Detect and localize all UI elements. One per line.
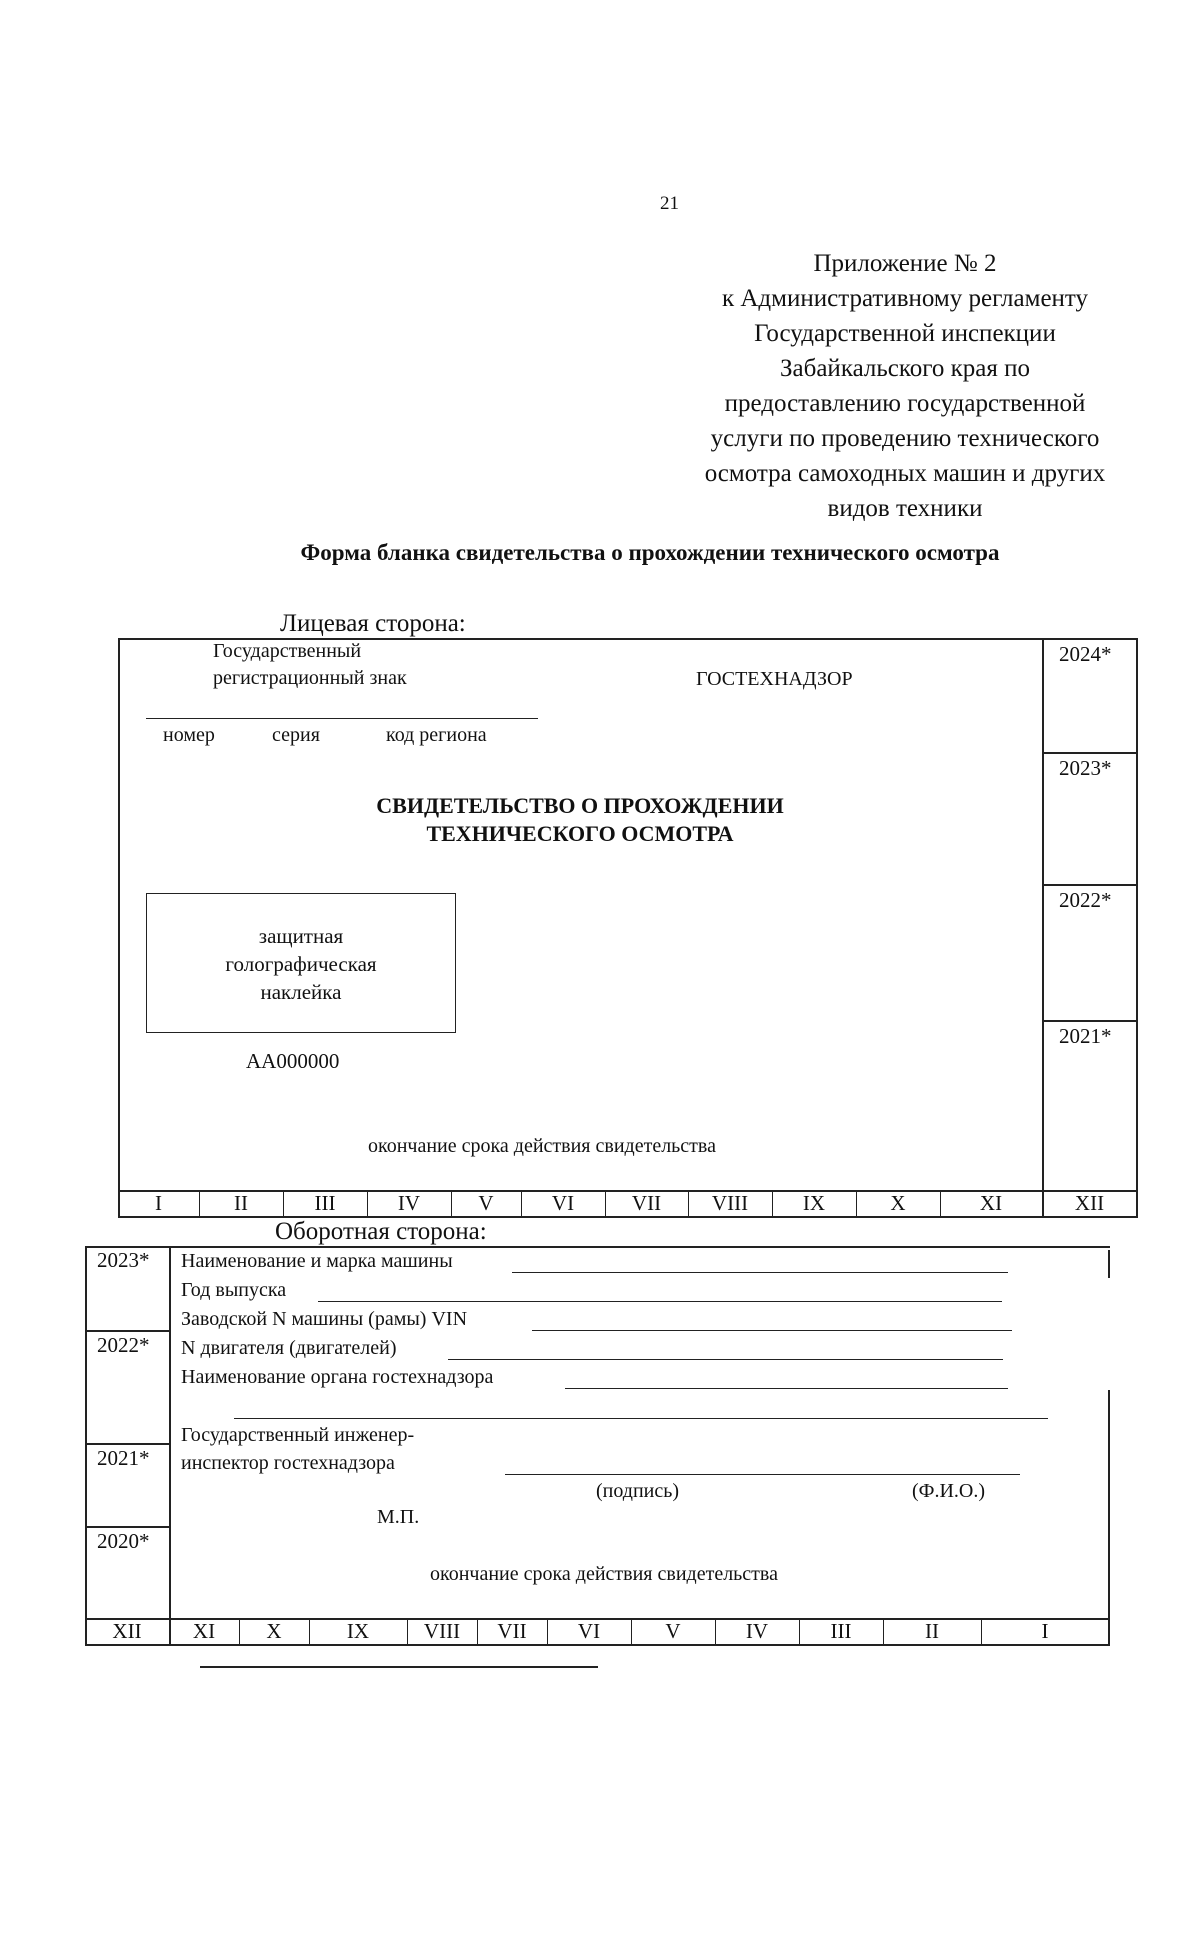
stamp-place: М.П. <box>377 1506 420 1528</box>
back-year-column-border <box>169 1246 171 1646</box>
certificate-title-line: ТЕХНИЧЕСКОГО ОСМОТРА <box>426 821 734 846</box>
field-caption-region: код региона <box>386 724 487 746</box>
back-year-cell: 2021* <box>97 1446 150 1470</box>
back-month-cell: VII <box>497 1619 527 1643</box>
appendix-line: видов техники <box>827 495 983 522</box>
front-month-cell: VIII <box>711 1191 749 1215</box>
back-year-cell: 2020* <box>97 1529 150 1553</box>
field-label-authority: Наименование органа гостехнадзора <box>181 1366 494 1388</box>
back-side-label: Оборотная сторона: <box>275 1218 487 1245</box>
front-expiry-caption: окончание срока действия свидетельства <box>368 1135 716 1157</box>
fill-line-machine-name <box>512 1272 1008 1273</box>
back-year-divider <box>85 1330 170 1332</box>
front-month-cell: X <box>890 1191 906 1215</box>
appendix-line: Приложение № 2 <box>813 250 997 277</box>
field-caption-number: номер <box>163 724 215 746</box>
appendix-line: осмотра самоходных машин и других <box>704 460 1106 487</box>
appendix-line: Забайкальского края по <box>780 355 1030 382</box>
back-top-border <box>85 1246 1110 1248</box>
certificate-title <box>300 792 860 848</box>
front-year-divider <box>1042 884 1137 886</box>
page-number: 21 <box>660 193 679 214</box>
front-month-cell: V <box>478 1191 494 1215</box>
fill-line-engine <box>448 1359 1003 1360</box>
fill-line-authority-continued <box>234 1418 1048 1419</box>
back-year-divider <box>85 1443 170 1445</box>
field-label-engine: N двигателя (двигателей) <box>181 1337 397 1359</box>
hologram-sticker-box <box>146 893 456 1033</box>
back-right-border <box>1108 1250 1110 1278</box>
back-month-cell: V <box>665 1619 681 1643</box>
agency-name: ГОСТЕХНАДЗОР <box>696 668 853 690</box>
front-month-cell: XII <box>1074 1191 1105 1215</box>
field-label-year: Год выпуска <box>181 1279 287 1301</box>
appendix-line: предоставлению государственной <box>724 390 1086 417</box>
reg-sign-line <box>146 718 538 719</box>
back-month-cell: III <box>830 1619 852 1643</box>
field-label-machine-name: Наименование и марка машины <box>181 1250 453 1272</box>
inspector-label: Государственный инженер- <box>181 1424 415 1446</box>
front-bottom-border <box>118 1216 1138 1218</box>
front-year-cell: 2021* <box>1059 1024 1112 1048</box>
front-year-column-border <box>1042 638 1044 1218</box>
inspector-label: инспектор гостехнадзора <box>181 1452 395 1474</box>
back-month-cell: X <box>266 1619 282 1643</box>
back-month-cell: IX <box>346 1619 370 1643</box>
front-year-divider <box>1042 752 1137 754</box>
front-month-cell: I <box>155 1191 162 1215</box>
front-month-cell: VI <box>551 1191 575 1215</box>
appendix-line: Государственной инспекции <box>754 320 1056 347</box>
front-year-cell: 2022* <box>1059 888 1112 912</box>
back-month-cell: II <box>925 1619 939 1643</box>
reg-sign-label: Государственный <box>213 640 362 662</box>
front-month-cell: XI <box>979 1191 1003 1215</box>
signature-caption: (подпись) <box>596 1480 680 1502</box>
serial-number: АА000000 <box>246 1049 340 1073</box>
field-caption-series: серия <box>272 724 320 746</box>
fill-line-authority <box>565 1388 1008 1389</box>
back-month-cell: VI <box>577 1619 601 1643</box>
back-year-cell: 2022* <box>97 1333 150 1357</box>
back-right-border <box>1108 1390 1110 1646</box>
front-month-cell: VII <box>631 1191 662 1215</box>
front-year-cell: 2023* <box>1059 756 1112 780</box>
front-month-cell: IX <box>802 1191 826 1215</box>
back-expiry-caption: окончание срока действия свидетельства <box>430 1563 778 1585</box>
front-month-cell: IV <box>397 1191 421 1215</box>
front-side-label: Лицевая сторона: <box>280 610 466 637</box>
front-month-cell: III <box>314 1191 336 1215</box>
front-year-divider <box>1042 1020 1137 1022</box>
fill-line-vin <box>532 1330 1012 1331</box>
form-title: Форма бланка свидетельства о прохождении технического осмотра <box>300 540 1000 565</box>
fill-line-year <box>318 1301 1002 1302</box>
appendix-line: к Административному регламенту <box>721 285 1089 312</box>
front-year-cell: 2024* <box>1059 642 1112 666</box>
front-month-cell: II <box>234 1191 248 1215</box>
appendix-caption <box>660 246 1150 526</box>
sticker-line: голографическая <box>225 952 377 976</box>
front-right-border <box>1136 638 1138 1218</box>
sticker-line: наклейка <box>260 980 342 1004</box>
back-year-divider <box>85 1526 170 1528</box>
certificate-title-line: СВИДЕТЕЛЬСТВО О ПРОХОЖДЕНИИ <box>376 793 784 818</box>
sticker-line: защитная <box>258 924 344 948</box>
back-left-border <box>85 1246 87 1646</box>
back-month-cell: I <box>1041 1619 1049 1643</box>
fio-caption: (Ф.И.О.) <box>912 1480 986 1502</box>
back-month-cell: VIII <box>423 1619 461 1643</box>
reg-sign-label: регистрационный знак <box>213 667 407 689</box>
back-month-cell: XI <box>192 1619 216 1643</box>
back-month-cell: IV <box>745 1619 769 1643</box>
back-month-cell: XII <box>112 1619 142 1643</box>
field-label-vin: Заводской N машины (рамы) VIN <box>181 1308 468 1330</box>
appendix-line: услуги по проведению технического <box>710 425 1100 452</box>
back-year-cell: 2023* <box>97 1248 150 1272</box>
footnote-separator <box>200 1666 598 1668</box>
signature-line <box>505 1474 1020 1475</box>
front-left-border <box>118 638 120 1218</box>
